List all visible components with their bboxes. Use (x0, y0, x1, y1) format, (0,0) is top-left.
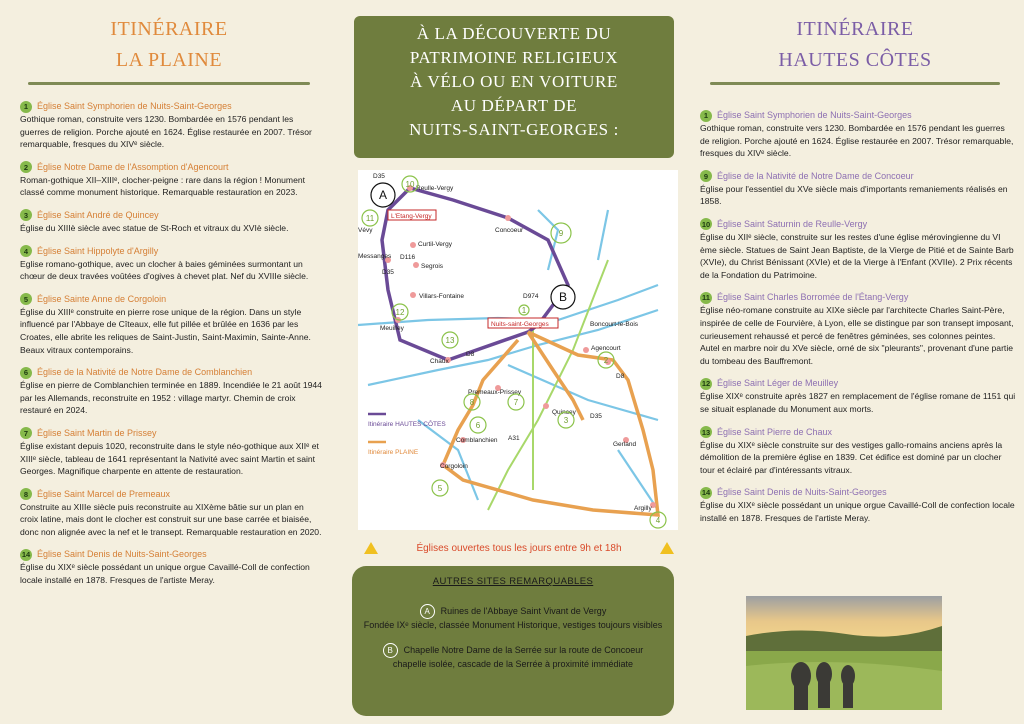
church-number-badge: 8 (20, 488, 32, 500)
map-label: Argilly (634, 505, 652, 512)
church-description: Église pour l'essentiel du XVe siècle mais d'importants remaniements réalisés en 1858. (700, 183, 1008, 207)
church-description: Église en pierre de Comblanchien terminée en 1889. Incendiée le 21 août 1944 par les Allemands, reconstruite en 1952 : village martyr. Chemin de croix restauré en 2024. (20, 380, 322, 416)
map-label: Vévy (358, 227, 373, 234)
left-title-rule (28, 82, 310, 85)
middle-column (340, 0, 685, 724)
warning-icon (660, 542, 674, 554)
church-title-text: Église Saint Charles Borromée de l'Étang-Vergy (717, 292, 909, 303)
route-marker-6-label: 6 (475, 421, 481, 430)
map-label: Curtil-Vergy (418, 241, 452, 248)
left-title-line1: ITINÉRAIRE (110, 18, 228, 40)
site-b-line2: chapelle isolée, cascade de la Serrée à proximité immédiate (392, 659, 634, 669)
church-entry (700, 218, 1016, 281)
place-dot (413, 262, 419, 268)
map-label: D8 (466, 351, 475, 358)
church-title-text: Église Saint Marcel de Premeaux (37, 488, 171, 499)
church-number-badge: 14 (701, 488, 711, 498)
place-dot (505, 215, 511, 221)
left-title (8, 0, 330, 76)
route-marker-4-label: 4 (655, 516, 661, 525)
church-number-badge: 14 (21, 550, 31, 560)
church-number-badge: 4 (20, 245, 32, 257)
heading-line: NUITS-SAINT-GEORGES : (409, 120, 619, 139)
church-description: Église du XIIIᵉ construite en pierre rose unique de la région. Dans un style influencé par l'Abbaye de Cîteaux, elle fut pillée et brûlée en 1636 par les Croates, elle abrite les reliques de Saint-Justin, Saint-Maximin, Sainte-Anne. Beaux vitraux contemporains. (20, 306, 311, 355)
church-number-badge: 7 (20, 427, 32, 439)
place-dot (543, 403, 549, 409)
map-label: Boncourt-le-Bois (590, 321, 639, 328)
site-b-letter: B (383, 643, 398, 658)
church-title-text: Église Saint Saturnin de Reulle-Vergy (717, 218, 868, 229)
church-title-text: Église Sainte Anne de Corgoloin (37, 293, 167, 304)
church-entry (700, 426, 1016, 477)
church-title (700, 486, 1016, 499)
legend-hautes-label: Itinéraire HAUTES CÔTES (368, 421, 446, 428)
route-marker-1-label: 1 (521, 306, 527, 315)
route-marker-9-label: 9 (558, 229, 564, 238)
church-entry (20, 161, 322, 199)
map-label: Messanges (358, 253, 392, 260)
church-number-badge: 11 (700, 292, 712, 304)
left-title-line2: LA PLAINE (115, 49, 223, 71)
route-map-svg (358, 170, 678, 530)
church-entry (20, 293, 322, 356)
church-description: Église du XIIᵉ siècle, construite sur les restes d'une église mérovingienne du VI ème siècle. Statues de Saint Jean Baptiste, de la Vierge de Pitié et de Sainte Barb (XVIe), du Christ Bénissant (XVIe) et de la Vierge à l'Enfant (XVIIe). 2 Prix récents de la Fondation du Patrimoine. (700, 231, 1014, 280)
map-label: D974 (523, 293, 539, 300)
church-description: Église du XIXᵉ siècle possédant un unique orgue Cavaillé-Coll de confection locale installé en 1878. Fresques de l'artiste Meray. (700, 500, 1015, 523)
map-label-etang-vergy: L'Etang-Vergy (391, 213, 432, 220)
church-title-text: Église Saint Denis de Nuits-Saint-Georges (717, 487, 887, 498)
church-entry (700, 486, 1016, 524)
church-title (20, 427, 322, 440)
map-label: Agencourt (591, 345, 621, 352)
left-item-list (8, 100, 330, 587)
church-title-text: Église Saint Symphorien de Nuits-Saint-Georges (717, 110, 912, 120)
church-title-text: Église Saint Denis de Nuits-Saint-Georges (37, 549, 207, 560)
church-title-text: Église Notre Dame de l'Assomption d'Agencourt (37, 161, 229, 172)
church-number-badge: 5 (20, 293, 32, 305)
route-marker-3-label: 3 (563, 416, 569, 425)
church-title (700, 377, 1016, 390)
other-sites-box (352, 566, 674, 716)
cyclists-photo-image (746, 596, 942, 710)
church-title-text: Église Saint Hippolyte d'Argilly (37, 245, 159, 256)
right-item-list (690, 109, 1020, 524)
church-number-badge: 3 (20, 209, 32, 221)
church-title (700, 291, 1016, 304)
church-title-text: Église Saint André de Quincey (37, 209, 159, 220)
map-label: D8 (616, 373, 625, 380)
map-label: D35 (382, 269, 394, 276)
church-title (700, 426, 1016, 439)
site-a-line2: Fondée IXᵉ siècle, classée Monument Historique, vestiges toujours visibles (363, 620, 663, 630)
church-title-text: Église Saint Léger de Meuilley (717, 378, 839, 389)
church-entry (20, 209, 322, 235)
warning-icon (364, 542, 378, 554)
map-label: D35 (373, 173, 385, 180)
church-title-text: Église de la Nativité de Notre Dame de Comblanchien (37, 367, 253, 378)
map-label: D35 (590, 413, 602, 420)
church-title (20, 245, 322, 258)
map-label: Comblanchien (456, 437, 498, 444)
legend-plaine-label: Itinéraire PLAINE (368, 449, 419, 456)
church-title (20, 209, 322, 222)
water-line (598, 210, 608, 260)
church-title (700, 170, 1016, 183)
right-title-line2: HAUTES CÔTES (778, 49, 932, 71)
church-number-badge: 12 (701, 379, 711, 389)
church-description: Église du XIXᵉ siècle construite sur des vestiges gallo-romains anciens après la démolition de la première église en 1839. Cet édifice est dominé par un clocher tour et éclairé par d'intéressants vitraux. (700, 439, 1003, 475)
church-description: Gothique roman, construite vers 1230. Bombardée en 1576 pendant les guerres de religion. Porche ajouté en 1624. Église restaurée en 2007. Trésor remarquable, fresques du XIVᵉ siècle. (700, 123, 1014, 159)
church-description: Église du XIIIè siècle avec statue de St-Roch et vitraux du XVIè siècle. (20, 222, 289, 233)
church-title (20, 293, 322, 306)
map-label-nuits: Nuits-saint-Georges (491, 321, 549, 328)
site-a-line1: Ruines de l'Abbaye Saint Vivant de Vergy (440, 605, 607, 616)
church-entry (20, 488, 322, 539)
site-b-line1: Chapelle Notre Dame de la Serrée sur la route de Concoeur (403, 644, 644, 655)
church-number-badge: 1 (20, 101, 32, 113)
church-entry (700, 291, 1016, 367)
map-label: Chaux (430, 358, 449, 365)
route-marker-8-label: 8 (469, 398, 475, 407)
route-marker-2-label: 2 (603, 356, 609, 365)
church-entry (20, 366, 322, 417)
church-title (700, 218, 1016, 231)
church-description: Eglise romano-gothique, avec un clocher à baies géminées surmontant un chœur de deux travées voûtées d'ogives à chevet plat. Nef du XVIIIe siècle. (20, 258, 309, 282)
church-title-text: Église de la Nativité de Notre Dame de Concoeur (717, 170, 914, 181)
church-number-badge: 10 (701, 219, 711, 229)
church-number-badge: 13 (701, 427, 711, 437)
church-entry (20, 245, 322, 283)
map-label: Reulle-Vergy (416, 185, 454, 192)
church-entry (20, 100, 322, 151)
cyclists-photo (746, 596, 942, 710)
route-marker-7-label: 7 (513, 398, 519, 407)
heading-line: PATRIMOINE RELIGIEUX (409, 48, 619, 67)
church-title (700, 109, 1016, 122)
heading-line: AU DÉPART DE (450, 96, 578, 115)
road-line (488, 260, 608, 510)
site-marker-b-label: B (558, 290, 568, 304)
right-title-line1: ITINÉRAIRE (796, 18, 914, 40)
church-title (20, 488, 322, 501)
church-description: Construite au XIIIe siècle puis reconstruite au XIXème bâtie sur un plan en croix latine, mais dont le clocher est construit sur une base carrée et biaisée, donc non alignée avec la nef et le transept. Remarquable restauration en 2020. (20, 501, 322, 537)
other-sites-title: AUTRES SITES REMARQUABLES (432, 576, 594, 587)
church-title (20, 548, 322, 561)
place-dot (410, 242, 416, 248)
route-marker-11-label: 11 (365, 214, 375, 223)
map-label: Segrois (421, 263, 444, 270)
church-entry (20, 548, 322, 586)
church-description: Roman-gothique XII–XIIIᵉ, clocher-peigne : rare dans la région ! Monument classé comme monument historique. Remarquable restauration en 2023. (20, 174, 306, 198)
map-label: Gerland (613, 441, 637, 448)
opening-hours-note (364, 542, 674, 554)
map-label: Concoeur (495, 227, 524, 234)
church-number-badge: 6 (20, 367, 32, 379)
site-b (352, 643, 674, 670)
church-entry (20, 427, 322, 478)
map-label: Corgoloin (440, 463, 468, 470)
map-label: Premeaux-Prissey (468, 389, 522, 396)
right-title (690, 0, 1020, 76)
site-marker-a-label: A (378, 188, 388, 202)
church-description: Église existant depuis 1020, reconstruite dans le style néo-gothique aux XIIᵉ et XIIIᵉ siècle, tableau de 1641 représentant la Nativité avec saint Martin et saint Georges. Magnifique charpente en attente de restauration. (20, 440, 319, 477)
church-description: Église néo-romane construite au XIXe siècle par l'architecte Charles Saint-Père, inspirée de celle de Fourvière, à Lyon, elle se distingue par son transept imposant, curieusement rehaussé et percé de fenêtres géminées, ses colonnes peintes. Autel en marbre noir du XVe siècle, orné de six "pleurants", provenant d'une partie du tombeau des Bauffremont. (700, 305, 1014, 366)
right-title-rule (710, 82, 1000, 85)
opening-hours-text: Églises ouvertes tous les jours entre 9h et 18h (416, 542, 622, 554)
route-marker-12-label: 12 (395, 308, 405, 317)
church-title (20, 161, 322, 174)
map-label: Villars-Fontaine (419, 293, 465, 300)
left-column (8, 0, 330, 724)
church-entry (700, 377, 1016, 415)
map-label: Quincey (552, 409, 576, 416)
church-description: Église du XIXᵉ siècle possédant un unique orgue Cavaillé-Coll de confection locale installé en 1878. Fresques de l'artiste Meray. (20, 562, 310, 586)
church-title-text: Église Saint Martin de Prissey (37, 427, 157, 438)
church-number-badge: 2 (20, 161, 32, 173)
church-entry (700, 109, 1016, 160)
place-dot (410, 292, 416, 298)
church-description: Gothique roman, construite vers 1230. Bombardée en 1576 pendant les guerres de religion. Porche ajouté en 1624. Église restaurée en 2007. Trésor remarquable, fresques du XIVᵉ siècle. (20, 114, 312, 150)
site-a (352, 604, 674, 631)
church-title (20, 100, 322, 113)
church-title (20, 366, 322, 379)
map-label: D116 (400, 254, 416, 261)
route-marker-5-label: 5 (437, 484, 443, 493)
place-dot (583, 347, 589, 353)
heading-line: À LA DÉCOUVERTE DU (416, 24, 612, 43)
route-marker-10-label: 10 (405, 180, 415, 189)
church-entry (700, 170, 1016, 208)
water-line (508, 365, 658, 420)
church-title-text: Église Saint Pierre de Chaux (717, 426, 833, 437)
heading-line: À VÉLO OU EN VOITURE (410, 72, 618, 91)
church-number-badge: 9 (700, 170, 712, 182)
map-label: Meuilley (380, 325, 404, 332)
site-a-letter: A (420, 604, 435, 619)
church-number-badge: 1 (700, 110, 712, 122)
right-column (690, 0, 1020, 724)
route-map (358, 170, 678, 530)
church-title-text: Église Saint Symphorien de Nuits-Saint-Georges (37, 101, 232, 111)
church-description: Église XIXᵉ construite après 1827 en remplacement de l'église romane de 1151 qui se situait esplanade du Monument aux morts. (700, 391, 1016, 414)
main-heading-box (354, 16, 674, 158)
map-label: A31 (508, 435, 520, 442)
route-marker-13-label: 13 (445, 336, 455, 345)
